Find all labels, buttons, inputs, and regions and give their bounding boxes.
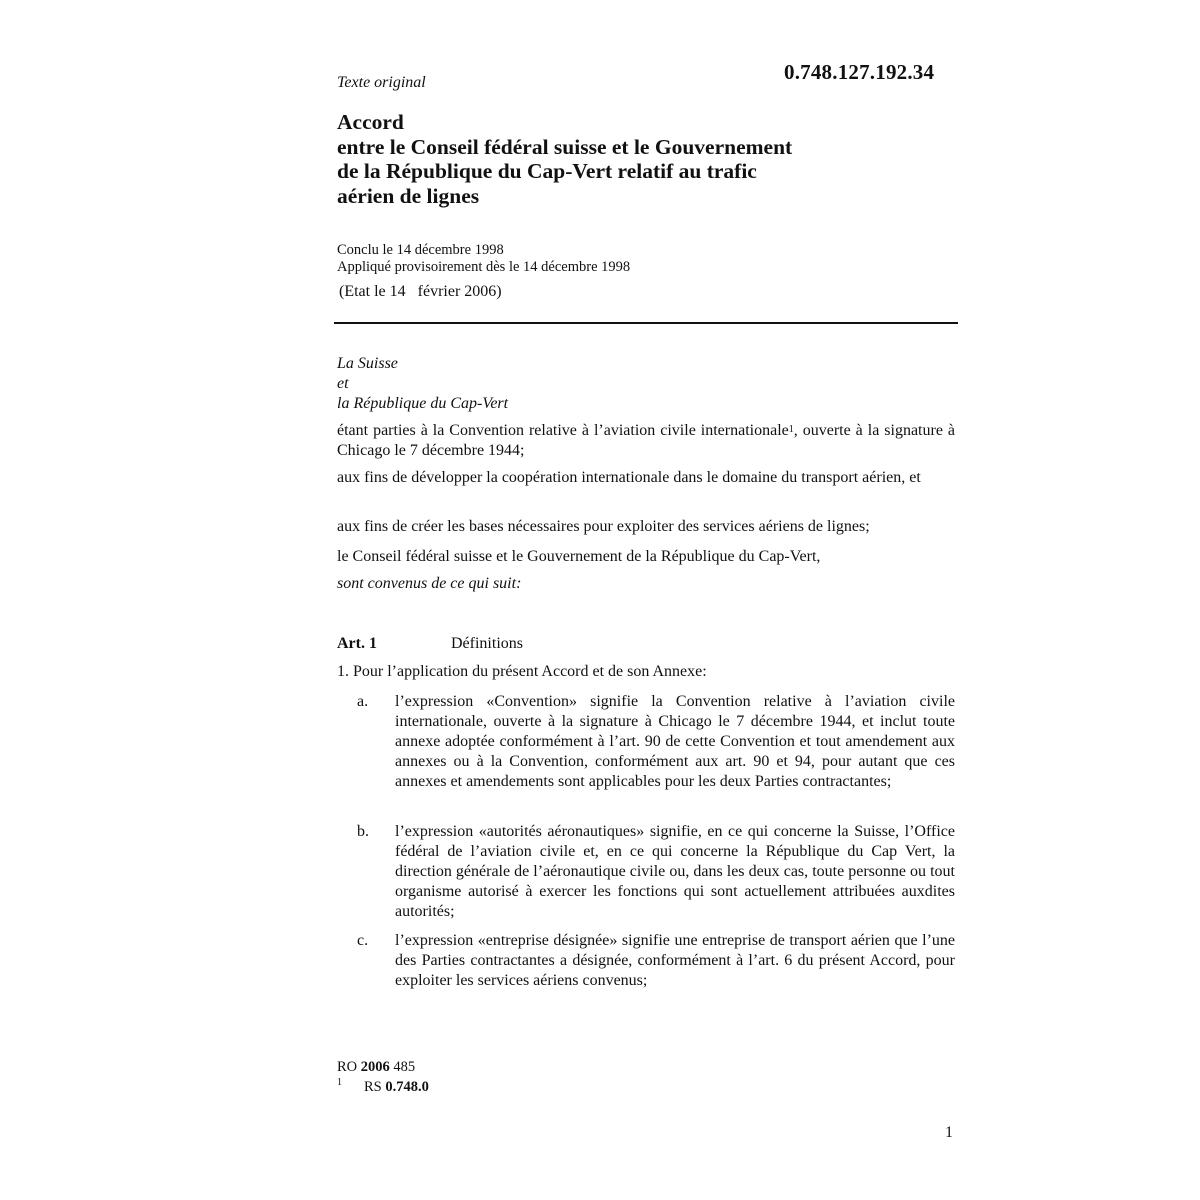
item-text: l’expression «entreprise désignée» signifie une entreprise de transport aérien que l’une des Parties contractantes a désignée, conformément à l’art. 6 du présent Accord, pour exploiter les services aériens convenus; xyxy=(395,932,955,989)
document-title xyxy=(337,110,897,208)
item-text: l’expression «Convention» signifie la Convention relative à l’aviation civile internationale, ouverte à la signature à Chicago le 7 décembre 1944, et inclut toute annexe adoptée conformément à l’art. 90 de cette Convention et tout amendement aux annexes ou à la Convention, conformément aux art. 90 et 94, pour autant que ces annexes et amendements sont applicables pour les deux Parties contractantes; xyxy=(395,693,955,790)
item-text: l’expression «autorités aéronautiques» signifie, en ce qui concerne la Suisse, l’Office fédéral de l’aviation civile et, en ce qui concerne la République du Cap Vert, la direction générale de l’aéronautique civile ou, dans les deux cas, toute personne ou tout organisme autorisé à exercer les fonctions qui sont actuellement attribuées auxdites autorités; xyxy=(395,823,955,920)
ro-reference xyxy=(337,1059,415,1076)
party-suisse: La Suisse xyxy=(337,355,398,372)
title-line-2: entre le Conseil fédéral suisse et le Gouvernement xyxy=(337,134,793,159)
title-line-4: aérien de lignes xyxy=(337,183,480,208)
party-cap-vert: la République du Cap-Vert xyxy=(337,395,509,412)
item-letter: a. xyxy=(357,693,369,710)
article-title: Définitions xyxy=(451,635,523,652)
preamble-paragraph-2: aux fins de développer la coopération internationale dans le domaine du transport aérien, et xyxy=(337,469,921,486)
contracting-parties xyxy=(337,354,955,414)
footnote-ref-1[interactable]: 1 xyxy=(788,424,794,435)
preamble-p1-text: étant parties à la Convention relative à l’aviation civile internationale xyxy=(337,422,789,439)
footnote-number: 1 xyxy=(337,1077,342,1088)
title-line-1: Accord xyxy=(337,110,404,134)
title-line-3: de la République du Cap-Vert relatif au trafic xyxy=(337,159,757,183)
preamble-paragraph-3: aux fins de créer les bases nécessaires pour exploiter des services aériens de lignes; xyxy=(337,518,870,535)
preamble-paragraph-4: le Conseil fédéral suisse et le Gouvernement de la République du Cap-Vert, xyxy=(337,548,821,565)
applique-date: Appliqué provisoirement dès le 14 décembre 1998 xyxy=(337,259,631,275)
article-1-heading xyxy=(337,635,523,653)
conclu-date: Conclu le 14 décembre 1998 xyxy=(337,242,504,258)
ro-page: 485 xyxy=(389,1059,416,1075)
item-letter: b. xyxy=(357,823,369,840)
item-letter: c. xyxy=(357,932,369,949)
preamble-p1-text-cont: , ouverte à la signature à Chicago le 7 décembre 1944; xyxy=(337,422,956,459)
footnote-1 xyxy=(337,1079,429,1096)
ro-prefix: RO xyxy=(337,1059,361,1075)
preamble-paragraph-1 xyxy=(337,421,955,461)
page-number: 1 xyxy=(945,1124,953,1141)
ro-year: 2006 xyxy=(360,1059,390,1075)
etat-date: (Etat le 14 février 2006) xyxy=(339,283,502,300)
article-1-intro: 1. Pour l’application du présent Accord et de son Annexe: xyxy=(337,663,707,680)
rs-number[interactable]: 0.748.0 xyxy=(385,1079,429,1095)
rs-prefix: RS xyxy=(364,1079,386,1095)
party-and: et xyxy=(337,375,349,392)
article-number: Art. 1 xyxy=(337,635,377,652)
document-meta xyxy=(337,242,630,276)
sr-number: 0.748.127.192.34 xyxy=(784,60,935,84)
title-divider xyxy=(334,322,958,324)
preamble-paragraph-5: sont convenus de ce qui suit: xyxy=(337,575,522,592)
texte-original-label: Texte original xyxy=(337,74,426,91)
